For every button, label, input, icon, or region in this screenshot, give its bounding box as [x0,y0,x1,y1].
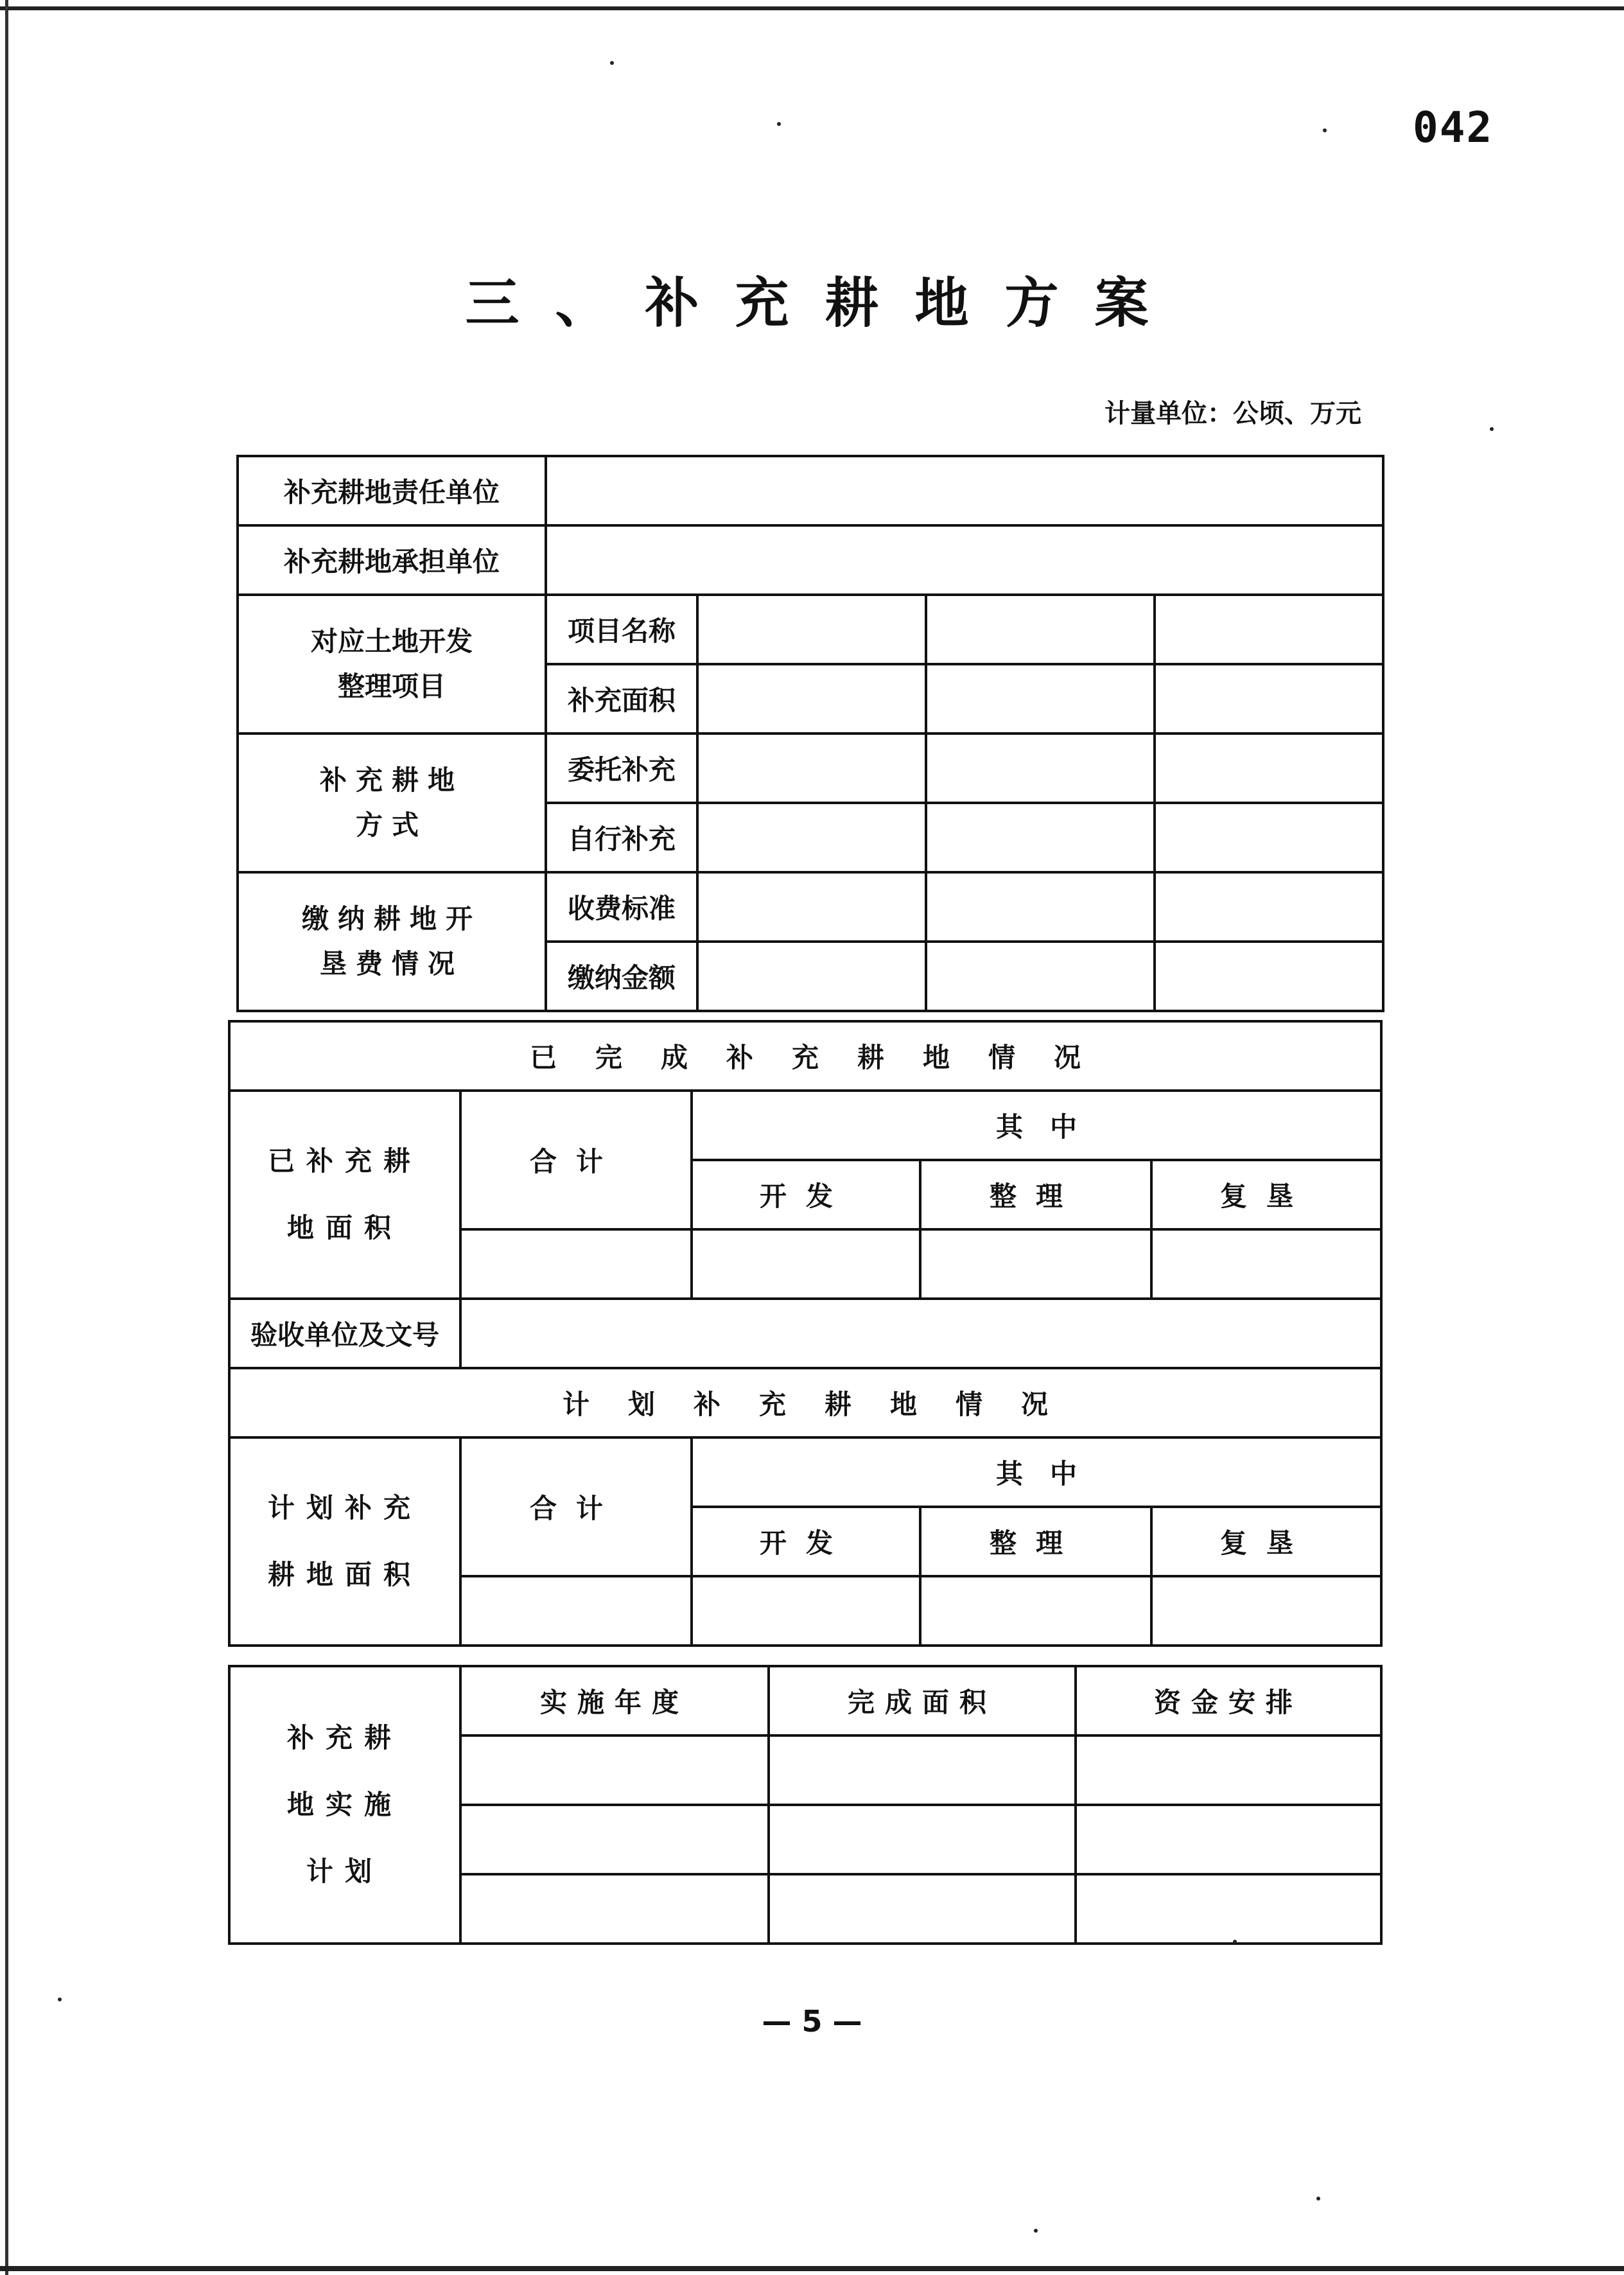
planned-development-label: 开发 [692,1507,920,1576]
schedule-year-cell-1[interactable] [460,1735,769,1805]
planned-development-cell[interactable] [692,1576,920,1646]
planned-area-text: 计划补充耕地面积 [267,1492,422,1590]
completed-of-which-label: 其 中 [692,1091,1381,1160]
completed-consolidation-label: 整理 [920,1160,1151,1229]
schedule-funding-cell-3[interactable] [1076,1874,1381,1944]
scan-border-top [0,6,1624,10]
completed-header: 已完成补充耕地情况 [229,1021,1381,1091]
planned-reclamation-cell[interactable] [1151,1576,1381,1646]
completed-area-label [229,1091,460,1299]
project-name-cell-1[interactable] [697,595,926,664]
self-cell-3[interactable] [1155,803,1383,872]
schedule-table [228,1665,1383,1945]
scan-border-left [5,0,8,2275]
completed-area-text: 已补充耕地面积 [267,1145,422,1243]
completed-total-label: 合计 [460,1091,692,1229]
responsible-unit-label: 补充耕地责任单位 [238,456,546,525]
self-label: 自行补充 [546,803,697,872]
self-cell-1[interactable] [697,803,926,872]
responsible-unit-field[interactable] [546,456,1383,525]
scan-border-bottom [0,2266,1624,2271]
schedule-area-cell-2[interactable] [769,1805,1076,1874]
completed-reclamation-label: 复垦 [1151,1160,1381,1229]
scan-speck [58,1998,62,2001]
schedule-area-cell-1[interactable] [769,1735,1076,1805]
fee-amount-cell-1[interactable] [697,942,926,1011]
method-text: 补充耕地方式 [319,764,464,841]
fee-standard-cell-2[interactable] [926,872,1155,942]
self-cell-2[interactable] [926,803,1155,872]
supplement-area-label: 补充面积 [546,664,697,733]
planned-total-cell[interactable] [460,1576,692,1646]
project-name-label: 项目名称 [546,595,697,664]
entrusted-cell-2[interactable] [926,733,1155,803]
planned-total-label: 合计 [460,1437,692,1576]
document-number: 042 [1413,103,1494,152]
fee-label [238,872,546,1011]
scan-speck [610,61,614,65]
entrusted-cell-1[interactable] [697,733,926,803]
schedule-year-cell-2[interactable] [460,1805,769,1874]
project-name-cell-2[interactable] [926,595,1155,664]
schedule-year-cell-3[interactable] [460,1874,769,1944]
funding-label: 资金安排 [1076,1666,1381,1735]
acceptance-label: 验收单位及文号 [229,1299,460,1368]
completed-reclamation-cell[interactable] [1151,1229,1381,1299]
land-project-text: 对应土地开发整理项目 [310,626,473,702]
schedule-funding-cell-1[interactable] [1076,1735,1381,1805]
supplement-area-cell-3[interactable] [1155,664,1383,733]
unit-label: 计量单位：公顷、万元 [1104,399,1361,428]
completed-development-cell[interactable] [692,1229,920,1299]
supplement-area-cell-2[interactable] [926,664,1155,733]
year-label: 实施年度 [460,1666,769,1735]
completed-consolidation-cell[interactable] [920,1229,1151,1299]
entrusted-cell-3[interactable] [1155,733,1383,803]
planned-consolidation-label: 整理 [920,1507,1151,1576]
scan-speck [1316,2197,1320,2200]
completed-total-cell[interactable] [460,1229,692,1299]
planned-area-label [229,1437,460,1646]
undertaking-unit-field[interactable] [546,525,1383,595]
page-number: — 5 — [762,2004,862,2039]
project-name-cell-3[interactable] [1155,595,1383,664]
planned-of-which-label: 其 中 [692,1437,1381,1507]
fee-standard-cell-1[interactable] [697,872,926,942]
schedule-funding-cell-2[interactable] [1076,1805,1381,1874]
schedule-area-cell-3[interactable] [769,1874,1076,1944]
fee-amount-cell-3[interactable] [1155,942,1383,1011]
schedule-label [229,1666,460,1944]
scan-speck [1490,427,1494,431]
supplement-area-cell-1[interactable] [697,664,926,733]
completed-area-col-label: 完成面积 [769,1666,1076,1735]
scan-speck [1323,128,1327,132]
completed-development-label: 开发 [692,1160,920,1229]
method-label [238,733,546,872]
schedule-text: 补充耕地实施计划 [286,1722,403,1887]
fee-text: 缴纳耕地开垦费情况 [301,903,482,979]
land-project-label [238,595,546,733]
fee-standard-cell-3[interactable] [1155,872,1383,942]
fee-amount-label: 缴纳金额 [546,942,697,1011]
scan-speck [1233,1940,1237,1944]
page-title: 三、补充耕地方案 [465,272,1185,335]
planned-consolidation-cell[interactable] [920,1576,1151,1646]
entrusted-label: 委托补充 [546,733,697,803]
fee-standard-label: 收费标准 [546,872,697,942]
scan-speck [777,122,781,126]
acceptance-field[interactable] [460,1299,1381,1368]
scan-speck [1034,2229,1038,2233]
basic-info-table [236,455,1384,1012]
completed-table [228,1020,1383,1647]
fee-amount-cell-2[interactable] [926,942,1155,1011]
planned-reclamation-label: 复垦 [1151,1507,1381,1576]
undertaking-unit-label: 补充耕地承担单位 [238,525,546,595]
planned-header: 计划补充耕地情况 [229,1368,1381,1437]
